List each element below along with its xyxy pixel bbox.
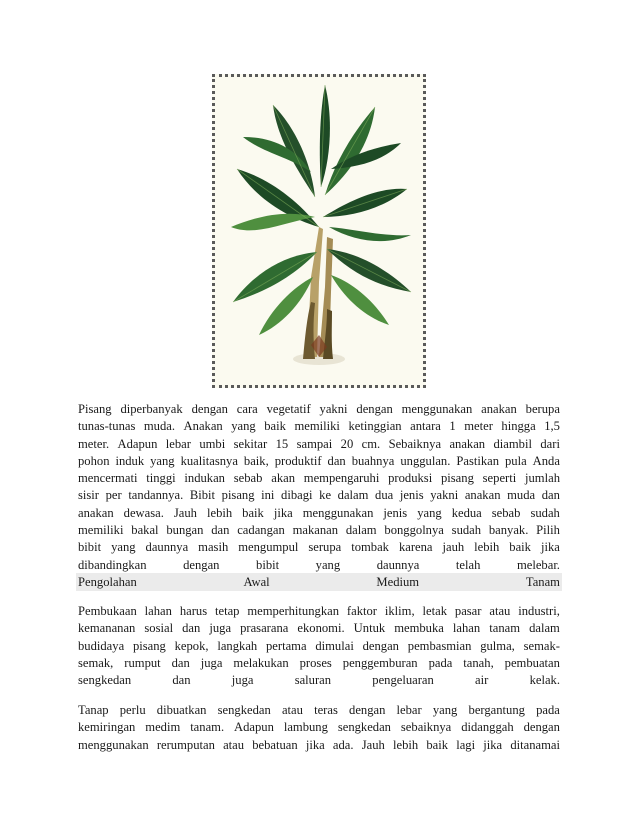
paragraph-line: Pembukaan lahan harus tetap memperhitungkan faktor iklim, letak pasar atau industri,: [78, 604, 560, 618]
paragraph-line: kemiringan medim tanam. Adapun lambung sengkedan sebaiknya didanggah dengan: [78, 720, 560, 735]
heading-word: Tanam: [525, 574, 560, 589]
paragraph-2: [78, 603, 560, 689]
heading-word: Awal: [243, 574, 270, 589]
heading-word: Medium: [376, 574, 420, 589]
paragraph-line: Tanap perlu dibuatkan sengkedan atau teras dengan lebar yang bergantung pada: [78, 703, 560, 717]
paragraph-line: sisir per tandannya. Bibit pisang ini dibagi ke dalam dua jenis yakni anakan muda dan: [78, 488, 560, 503]
heading-word: Pengolahan: [78, 574, 137, 589]
paragraph-1: [78, 401, 560, 574]
paragraph-3: [78, 702, 560, 754]
paragraph-line: tunas-tunas muda. Anakan yang baik memiliki ketinggian antara 1 meter hingga 1,5: [78, 419, 560, 434]
banana-plant-illustration: [215, 77, 423, 385]
paragraph-line: menggunakan rerumputan atau bebatuan jika ada. Jauh lebih baik lagi jika ditanamai: [78, 737, 560, 752]
paragraph-line: dibandingkan dengan bibit yang daunnya telah melebar.: [78, 557, 560, 572]
banana-plant-figure: [212, 74, 426, 388]
paragraph-line: semak, rumput dan juga melakukan proses penggemburan pada tanah, pembuatan: [78, 655, 560, 670]
paragraph-line: pohon induk yang kualitasnya baik, produktif dan buahnya unggulan. Pastikan pula Anda: [78, 453, 560, 468]
paragraph-line: mencermati tinggi indukan sebab akan mempengaruhi produksi pisang seperti jumlah: [78, 471, 560, 486]
paragraph-line: kemananan sosial dan juga prasarana ekonomi. Untuk membuka lahan tanam dalam: [78, 621, 560, 636]
paragraph-line: memiliki bakal bungan dan cadangan makanan dalam bonggolnya sudah banyak. Pilih: [78, 523, 560, 538]
paragraph-line: anakan dewasa. Jauh lebih baik jika menggunakan jenis yang kedua sebab sudah: [78, 505, 560, 520]
section-heading-bar: [76, 573, 562, 591]
paragraph-line: meter. Adapun lebar umbi sekitar 15 sampai 20 cm. Sebaiknya anakan diambil dari: [78, 436, 560, 451]
paragraph-line: bibit yang daunnya masih mengumpul serupa tombak karena jauh lebih baik jika: [78, 540, 560, 555]
paragraph-line: sengkedan dan juga saluran pengeluaran air kelak.: [78, 673, 560, 688]
paragraph-line: budidaya pisang kepok, langkah pertama dimulai dengan pembasmian gulma, semak-: [78, 638, 560, 653]
paragraph-line: Pisang diperbanyak dengan cara vegetatif yakni dengan menggunakan anakan berupa: [78, 402, 560, 416]
